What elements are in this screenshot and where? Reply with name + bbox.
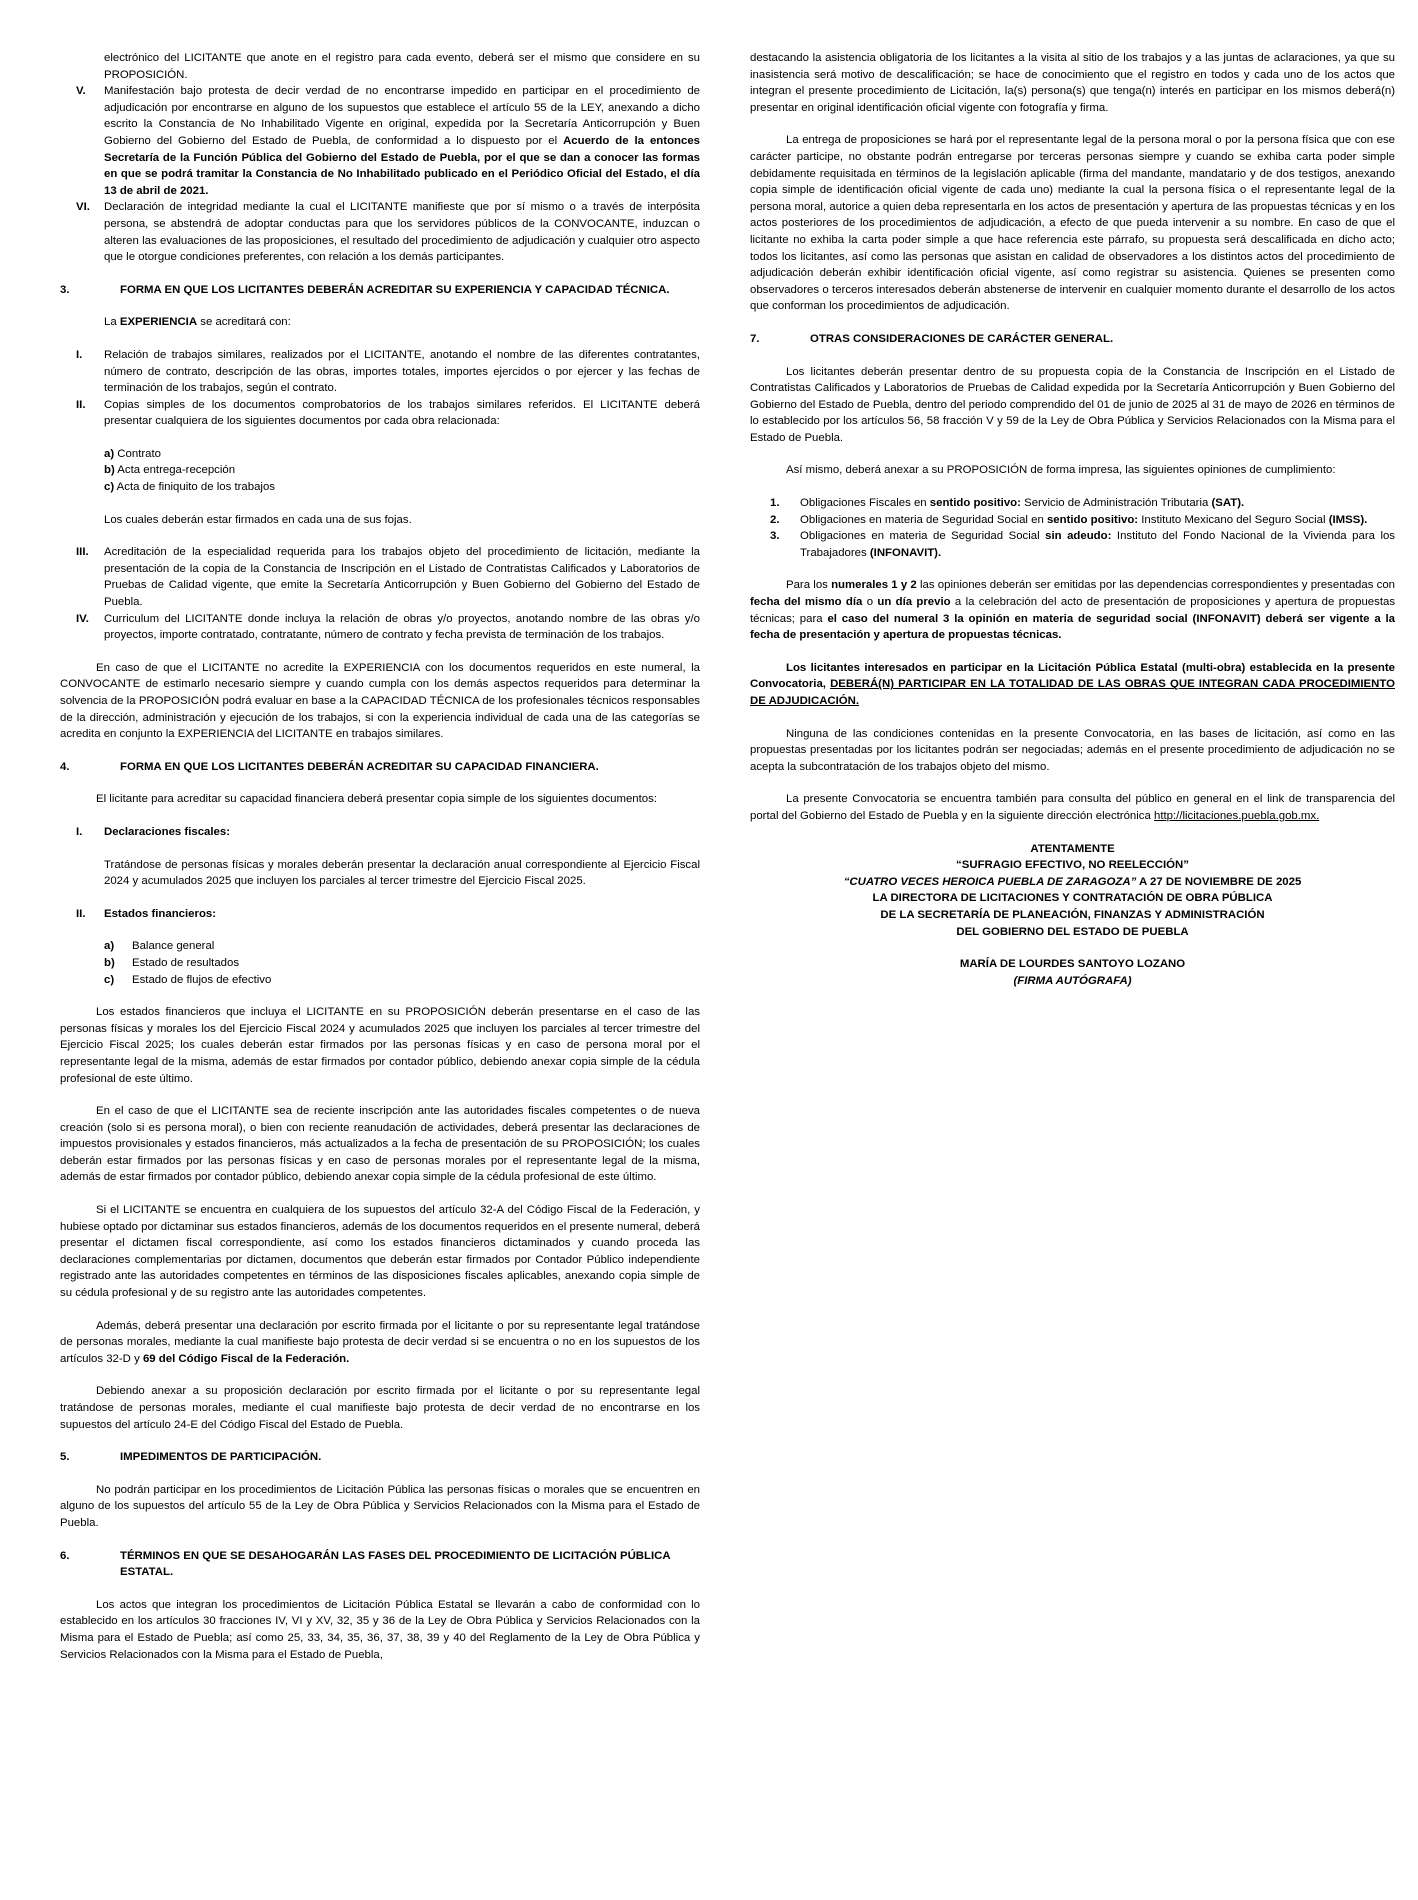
paragraph: destacando la asistencia obligatoria de los licitantes a la visita al sitio de los trabajos y a las juntas de aclaraciones, ya que su inasistencia será motivo de descalificación; se hace de conocimiento que el registro en todos y cada uno de los actos que integran el presente procedimiento de Licitación, la(s) persona(s) que tenga(n) interés en participar en los mismos deberá(n) presentar en original identificación oficial vigente con fotografía y firma. (750, 52, 1395, 114)
item-text: Relación de trabajos similares, realizados por el LICITANTE, anotando el nombre de las diferentes contratantes, número de contrato, descripción de las obras, importes totales, importes ejercidos o por ejercer y las fechas de terminación de los trabajos, según el contrato. (104, 348, 700, 395)
bold-run: EXPERIENCIA (119, 316, 198, 329)
section-heading-6 (60, 1548, 700, 1581)
item-number: I. (76, 348, 83, 361)
paragraph: En caso de que el LICITANTE no acredite la EXPERIENCIA con los documentos requeridos en este numeral, la CONVOCANTE de estimarlo necesario siempre y cuando cumpla con los demás aspectos requeridos para determinar la solvencia de la PROPOSICIÓN podrá evaluar en base a la CAPACIDAD TÉCNICA de los profesionales técnicos responsables de la dirección, administración y ejecución de los trabajos, si con la experiencia individual de cada una de las categorías se acredita en conjunto la EXPERIENCIA del LICITANTE en trabajos similares. (60, 661, 700, 741)
item-text: Acta de finiquito de los trabajos (114, 481, 275, 494)
paragraph: Los cuales deberán estar firmados en cada una de sus fojas. (104, 513, 412, 526)
bold-run: fecha del mismo día (750, 596, 863, 609)
list-item (104, 462, 700, 479)
paragraph (750, 660, 1395, 710)
item-text (800, 512, 1395, 529)
paragraph: No podrán participar en los procedimientos de Licitación Pública las personas físicas o morales que se encuentren en alguno de los supuestos del artículo 55 de la Ley de Obra Pública y Servicios Relacionados con la Misma para el Estado de Puebla. (60, 1483, 700, 1529)
text-run: se acreditará con: (197, 316, 291, 329)
list-item-obligation-1 (750, 495, 1395, 512)
section-title: FORMA EN QUE LOS LICITANTES DEBERÁN ACREDITAR SU EXPERIENCIA Y CAPACIDAD TÉCNICA. (120, 283, 670, 296)
item-title: Declaraciones fiscales: (104, 825, 231, 838)
list-item (104, 479, 700, 496)
item-number: IV. (76, 612, 89, 625)
list-item-fiscal (60, 824, 700, 841)
text-run: Obligaciones en materia de Seguridad Social en (800, 513, 1047, 526)
bold-run: (SAT). (1211, 497, 1245, 510)
section-heading-4 (60, 759, 700, 776)
text-run: Servicio de Administración Tributaria (1020, 497, 1212, 510)
section-number: 3. (60, 283, 70, 296)
item-text: Contrato (114, 447, 161, 460)
item-number: VI. (76, 201, 90, 214)
bold-run: 69 del Código Fiscal de la Federación. (142, 1352, 350, 1365)
item-text: Acta entrega-recepción (114, 464, 236, 477)
item-text: Balance general (132, 940, 215, 953)
list-item-vi (60, 199, 700, 265)
document-list (60, 446, 700, 528)
list-item (104, 446, 700, 463)
section-heading-3 (60, 282, 700, 299)
bold-run: (INFONAVIT). (869, 546, 942, 559)
text-run: Manifestación bajo protesta de decir verdad de no encontrarse impedido en participar en el procedimiento de adjudicación por encontrarse en alguno de los supuestos que establece el artículo 55 de la LEY, anexando a dicho escrito la Constancia de No Inhabilitado Vigente en original, expedida por la Secretaría Anticorrupción y Buen Gobierno del Gobierno del Estado de Puebla, de conformidad a lo dispuesto por el (104, 85, 700, 147)
item-text: Estado de flujos de efectivo (132, 973, 272, 986)
left-column (60, 50, 700, 1663)
list-item-iv (60, 611, 700, 644)
item-text: Curriculum del LICITANTE donde incluya la relación de obras y/o proyectos, anotando nombre de las obras y/o proyectos, importe contratado, contratante, número de contrato y fecha prevista de terminación de los trabajos. (104, 612, 700, 642)
section-number: 7. (750, 332, 760, 345)
item-text (104, 83, 700, 199)
section-title: TÉRMINOS EN QUE SE DESAHOGARÁN LAS FASES DEL PROCEDIMIENTO DE LICITACIÓN PÚBLICA ESTATAL. (120, 1549, 671, 1579)
closing-line: “SUFRAGIO EFECTIVO, NO REELECCIÓN” (956, 859, 1189, 872)
closing-line: LA DIRECTORA DE LICITACIONES Y CONTRATACIÓN DE OBRA PÚBLICA (872, 892, 1273, 905)
section-heading-5 (60, 1449, 700, 1466)
item-key: a) (104, 940, 115, 953)
item-number: I. (76, 825, 83, 838)
item-key: c) (104, 973, 115, 986)
list-item (60, 938, 700, 955)
bold-run: Los licitantes interesados en participar en la Licitación Pública Estatal (multi-obra) establecida en la presente Convocatoria, (750, 661, 1395, 691)
section-title: FORMA EN QUE LOS LICITANTES DEBERÁN ACREDITAR SU CAPACIDAD FINANCIERA. (120, 760, 599, 773)
closing-line (750, 874, 1395, 891)
closing-line: ATENTAMENTE (1030, 842, 1115, 855)
text-run: a la celebración del acto de presentación de proposiciones y apertura de propuestas técnicas; para (750, 596, 1396, 625)
text-run: Instituto Mexicano del Seguro Social (1138, 513, 1329, 526)
section-number: 4. (60, 760, 70, 773)
item-number: V. (76, 85, 86, 98)
text-run: Obligaciones Fiscales en (800, 497, 930, 510)
bold-run: un día previo (877, 596, 951, 609)
date-text: A 27 DE NOVIEMBRE DE 2025 (1136, 875, 1302, 888)
bold-run: sentido positivo: (929, 497, 1021, 510)
text-run: las opiniones deberán ser emitidas por las dependencias correspondientes y presentadas con (916, 579, 1396, 592)
bold-run: sentido positivo: (1046, 513, 1139, 526)
section-number: 6. (60, 1549, 70, 1562)
paragraph: En el caso de que el LICITANTE sea de reciente inscripción ante las autoridades fiscales competentes o de nueva creación (solo si es persona moral), o bien con reciente reanudación de actividades, deberá presentar las declaraciones de impuestos provisionales y estados financieros, más actualizados a la fecha de presentación de su PROPOSICIÓN; los cuales deberán estar firmados por las personas físicas y en caso de personas morales por el representante legal de la misma, además de estar firmados por contador público, debiendo anexar copia simple de la cédula profesional de este último. (60, 1105, 700, 1184)
underlined-run: DEBERÁ(N) PARTICIPAR EN LA TOTALIDAD DE LAS OBRAS QUE INTEGRAN CADA PROCEDIMIENTO DE ADJUDICACIÓN. (750, 678, 1395, 707)
text-run: Además, deberá presentar una declaración por escrito firmada por el licitante o por su representante legal tratándose de personas morales, mediante la cual manifieste bajo protesta de decir verdad si se encuentra o no en los supuestos de los artículos 32-D y (60, 1319, 700, 1365)
text-run: Para los (786, 579, 832, 592)
list-item-ii (60, 397, 700, 430)
list-item (60, 955, 700, 972)
right-column (750, 50, 1395, 989)
item-number: III. (76, 546, 89, 559)
paragraph: Los licitantes deberán presentar dentro de su propuesta copia de la Constancia de Inscripción en el Listado de Contratistas Calificados y Laboratorios de Pruebas de Calidad expedida por la Secretaría Anticorrupción y Buen Gobierno del Gobierno del Estado de Puebla, dentro del periodo comprendido del 01 de junio de 2025 al 31 de mayo de 2026 en términos de lo establecido por los artículos 56, 58 fracción V y 59 de la Ley de Obra Pública y Servicios Relacionados con la Misma para el Estado de Puebla. (750, 365, 1395, 444)
item-text: Copias simples de los documentos comprobatorios de los trabajos similares referidos. El LICITANTE deberá presentar cualquiera de los siguientes documentos por cada obra relacionada: (104, 398, 700, 428)
bold-run: sin adeudo: (1045, 530, 1112, 543)
item-number: II. (76, 907, 86, 920)
item-key: a) (104, 447, 115, 460)
item-number: 2. (770, 513, 780, 526)
item-text: Acreditación de la especialidad requerida para los trabajos objeto del procedimiento de licitación, mediante la presentación de la copia de la Constancia de Inscripción en el Listado de Contratistas Calificados y Laboratorios de Pruebas de Calidad vigente, que emite la Secretaría Anticorrupción y Buen Gobierno del Gobierno del Estado de Puebla. (104, 546, 700, 609)
bold-run: Acuerdo de la entonces Secretaría de la Función Pública del Gobierno del Estado de Puebla, por el que se dan a conocer las formas en que se podrá tramitar la Constancia de No Inhabilitado publicado en el Periódico Oficial del Estado, el día 13 de abril de 2021. (104, 134, 700, 197)
paragraph: Los actos que integran los procedimientos de Licitación Pública Estatal se llevarán a cabo de conformidad con lo establecido en los artículos 30 fracciones IV, VI y XV, 32, 35 y 36 de la Ley de Obra Pública y Servicios Relacionados con la Misma para el Estado de Puebla; así como 25, 33, 34, 35, 36, 37, 38, 39 y 40 del Reglamento de la Ley de Obra Pública y Servicios Relacionados con la Misma para el Estado de Puebla, (60, 1598, 700, 1661)
list-item-v (60, 83, 700, 199)
list-item-iii (60, 544, 700, 610)
bold-run: numerales 1 y 2 (831, 579, 917, 592)
paragraph: Tratándose de personas físicas y morales deberán presentar la declaración anual correspondiente al Ejercicio Fiscal 2024 y acumulados 2025 que incluyen los parciales al tercer trimestre del Ejercicio Fiscal 2025. (104, 858, 700, 888)
section-title: OTRAS CONSIDERACIONES DE CARÁCTER GENERAL. (810, 332, 1114, 345)
item-number: II. (76, 398, 86, 411)
item-number: 3. (770, 530, 780, 543)
item-key: b) (104, 956, 115, 969)
section-title: IMPEDIMENTOS DE PARTICIPACIÓN. (120, 1451, 322, 1464)
paragraph (60, 314, 700, 331)
closing-block (750, 841, 1395, 990)
closing-line: DEL GOBIERNO DEL ESTADO DE PUEBLA (956, 925, 1189, 938)
portal-link[interactable]: http://licitaciones.puebla.gob.mx. (1154, 809, 1320, 822)
text-run: o (862, 596, 878, 609)
paragraph: Debiendo anexar a su proposición declaración por escrito firmada por el licitante o por su representante legal tratándose de personas morales, mediante el cual manifieste bajo protesta de decir verdad de no encontrarse en los supuestos del artículo 24-E del Código Fiscal del Estado de Puebla. (60, 1385, 700, 1431)
text-run: Obligaciones en materia de Seguridad Social (800, 530, 1046, 543)
paragraph: La entrega de proposiciones se hará por el representante legal de la persona moral o por la persona física que con ese carácter participe, no obstante podrán entregarse por terceras personas siempre y cuando se exhiba carta poder simple debidamente requisitada en términos de la legislación aplicable (firma del mandante, mandatario y de dos testigos, anexando copia simple de identificación oficial vigente de cada uno) mediante la cual la persona física o el representante legal de la persona moral, autorice a quien deba representarla en los actos de presentación y apertura de las propuestas técnicas y en los actos posteriores de los procedimientos de adjudicación, a efecto de que pueda intervenir a su nombre. En caso de que el licitante no exhiba la carta poder simple a que hace referencia este párrafo, su propuesta será descalificada en dicho acto; todos los licitantes, así como las personas que asistan en calidad de observadores a los distintos actos del procedimiento de adjudicación deberán exhibir identificación oficial vigente, así como registrar su asistencia. Quienes se presenten como observadores o terceros interesados deberán abstenerse de intervenir en cualquier momento durante el desarrollo de los actos que conforman los procedimientos de adjudicación. (750, 134, 1395, 313)
list-item (60, 972, 700, 989)
item-title: Estados financieros: (104, 907, 217, 920)
paragraph (750, 577, 1395, 643)
paragraph (60, 1318, 700, 1368)
section-number: 5. (60, 1451, 70, 1464)
item-number: 1. (770, 497, 780, 510)
list-item-i (60, 347, 700, 397)
item-text: Estado de resultados (132, 956, 240, 969)
closing-line: DE LA SECRETARÍA DE PLANEACIÓN, FINANZAS Y ADMINISTRACIÓN (880, 908, 1265, 921)
text-run: La presente Convocatoria se encuentra también para consulta del público en general en el link de transparencia del portal del Gobierno del Estado de Puebla y en la siguiente dirección electrónica (750, 793, 1395, 822)
signature-note: (FIRMA AUTÓGRAFA) (1013, 974, 1132, 987)
paragraph: Los estados financieros que incluya el LICITANTE en su PROPOSICIÓN deberán presentarse en el caso de las personas físicas y morales los del Ejercicio Fiscal 2024 y acumulados 2025 que incluyen los parciales al tercer trimestre del Ejercicio Fiscal 2025; los cuales deberán estar firmados por las personas físicas y en caso de persona moral por el representante legal de la misma, además de estar firmados por contador público, debiendo anexar copia simple de la cédula profesional de este último. (60, 1006, 700, 1085)
item-key: b) (104, 464, 115, 477)
bold-run: el caso del numeral 3 la opinión en materia de seguridad social (INFONAVIT) deberá ser vigente a la fecha de presentación y apertura de propuestas técnicas. (750, 612, 1396, 642)
paragraph (750, 791, 1395, 824)
paragraph: electrónico del LICITANTE que anote en el registro para cada evento, deberá ser el mismo que considere en su PROPOSICIÓN. (104, 52, 700, 81)
signatory-name: MARÍA DE LOURDES SANTOYO LOZANO (959, 958, 1186, 971)
list-item-obligation-2 (750, 512, 1395, 529)
item-text: Declaración de integridad mediante la cual el LICITANTE manifieste que por sí mismo o a través de interpósita persona, se abstendrá de adoptar conductas para que los servidores públicos de la CONVOCANTE, induzcan o alteren las evaluaciones de las proposiciones, el resultado del procedimiento de adjudicación y cualquier otro aspecto que le otorgue condiciones preferentes, con relación a los demás participantes. (104, 201, 700, 264)
item-text (800, 528, 1395, 561)
text-run: La (104, 316, 120, 329)
list-item-financial (60, 906, 700, 923)
section-heading-7 (750, 331, 1395, 348)
item-text (800, 495, 1395, 512)
bold-run: (IMSS). (1328, 513, 1368, 526)
text-run: Instituto del Fondo Nacional de la Vivienda para los Trabajadores (800, 530, 1396, 559)
list-item-obligation-3 (750, 528, 1395, 561)
item-key: c) (104, 481, 115, 494)
paragraph: Si el LICITANTE se encuentra en cualquiera de los supuestos del artículo 32-A del Código Fiscal de la Federación, y hubiese optado por dictaminar sus estados financieros, además de los documentos requeridos en el presente numeral, deberá presentar el dictamen fiscal correspondiente, así como los estados financieros dictaminados y cuando proceda las declaraciones complementarias por dictamen, documentos que deberán estar firmados por Contador Público independiente registrado ante las autoridades competentes en términos de las disposiciones fiscales aplicables, anexando copia simple de su cédula profesional y de su registro ante las autoridades competentes. (60, 1204, 700, 1300)
paragraph: Ninguna de las condiciones contenidas en la presente Convocatoria, en las bases de licitación, así como en las propuestas presentadas por los licitantes podrán ser negociadas; además en el presente procedimiento de adjudicación no se acepta la subcontratación de los trabajos objeto del mismo. (750, 727, 1395, 773)
motto: “CUATRO VECES HEROICA PUEBLA DE ZARAGOZA” (843, 875, 1137, 888)
paragraph: El licitante para acreditar su capacidad financiera deberá presentar copia simple de los siguientes documentos: (96, 793, 657, 806)
paragraph: Así mismo, deberá anexar a su PROPOSICIÓN de forma impresa, las siguientes opiniones de cumplimiento: (786, 464, 1336, 477)
